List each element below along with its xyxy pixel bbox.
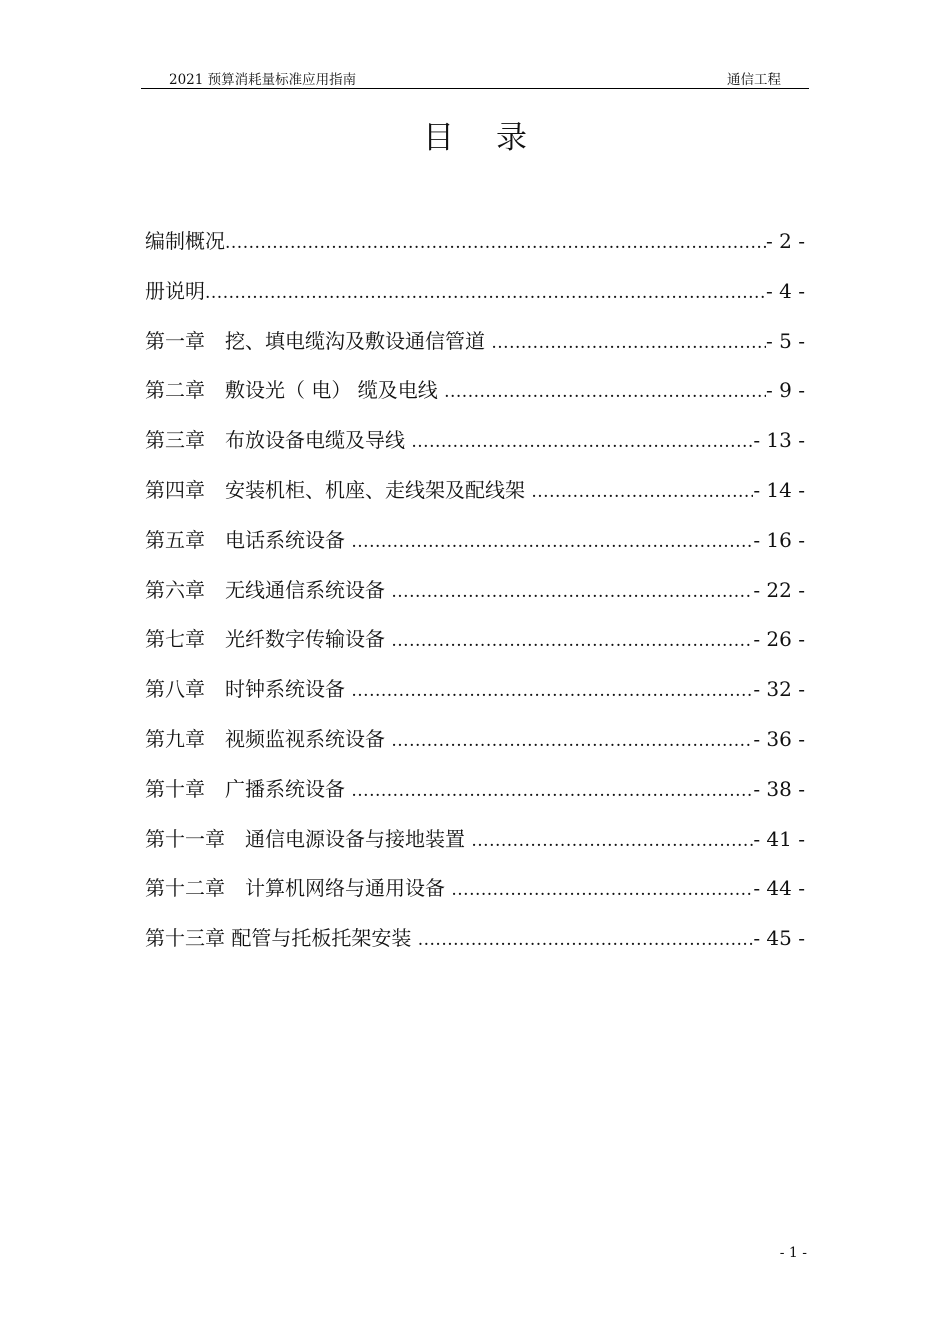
toc-entry-label: 第十章 广播系统设备 (145, 776, 352, 801)
toc-entry[interactable] (145, 477, 805, 527)
toc-dot-leader (411, 429, 753, 455)
toc-dot-leader (531, 479, 753, 505)
header-right-text: 通信工程 (727, 72, 781, 88)
toc-dot-leader (351, 678, 753, 704)
toc-entry-page: - 2 - (766, 229, 805, 253)
toc-entry[interactable] (145, 427, 805, 477)
toc-dot-leader (225, 230, 766, 256)
toc-entry-page: - 32 - (753, 677, 805, 702)
toc-entry[interactable] (145, 377, 805, 427)
toc-title: 目录 (423, 120, 569, 156)
toc-entry-page: - 45 - (753, 926, 805, 951)
toc-entry-label: 第三章 布放设备电缆及导线 (145, 428, 412, 453)
toc-entry-label: 册说明 (145, 278, 205, 303)
toc-entry-page: - 38 - (753, 776, 805, 801)
toc-entry[interactable] (145, 676, 805, 726)
toc-dot-leader (418, 927, 754, 953)
toc-entry[interactable] (145, 826, 805, 876)
page-number: - 1 - (779, 1245, 807, 1261)
toc-entry-label: 第九章 视频监视系统设备 (145, 726, 392, 751)
toc-entry[interactable] (145, 776, 805, 826)
page-header (141, 66, 809, 89)
toc-entry-page: - 5 - (766, 328, 805, 353)
toc-entry-page: - 22 - (753, 577, 805, 602)
toc-entry[interactable] (145, 278, 805, 328)
toc-entry[interactable] (145, 577, 805, 627)
toc-dot-leader (491, 330, 766, 356)
toc-entry-label: 第一章 挖、填电缆沟及敷设通信管道 (145, 328, 492, 353)
toc-entry-label: 第六章 无线通信系统设备 (145, 577, 392, 602)
toc-entry[interactable] (145, 875, 805, 925)
toc-entry[interactable] (145, 228, 805, 278)
toc-entry-page: - 16 - (753, 527, 805, 552)
toc-entry-page: - 41 - (753, 826, 805, 851)
toc-dot-leader (205, 280, 766, 306)
toc-dot-leader (351, 529, 753, 555)
toc-dot-leader (444, 379, 766, 405)
toc-entry[interactable] (145, 527, 805, 577)
toc-dot-leader (351, 778, 753, 804)
toc-dot-leader (451, 877, 753, 903)
toc-entry[interactable] (145, 726, 805, 776)
toc-entry-label: 编制概况 (145, 229, 225, 253)
toc-entry-label: 第七章 光纤数字传输设备 (145, 627, 392, 652)
toc-entry-page: - 13 - (753, 428, 805, 453)
toc-entry-label: 第四章 安装机柜、机座、走线架及配线架 (145, 477, 532, 502)
toc-entry-label: 第二章 敷设光（ 电） 缆及电线 (145, 378, 445, 403)
toc-entry-label: 第十一章 通信电源设备与接地装置 (145, 826, 472, 851)
toc-entry[interactable] (145, 925, 805, 975)
toc-dot-leader (471, 828, 753, 854)
toc-entry-page: - 36 - (753, 726, 805, 751)
toc-entry-label: 第十三章 配管与托板托架安装 (145, 926, 418, 951)
toc-entry-page: - 14 - (753, 477, 805, 502)
toc-entry[interactable] (145, 626, 805, 676)
toc-dot-leader (391, 728, 753, 754)
toc-entry-page: - 9 - (766, 378, 805, 403)
toc-entry-page: - 26 - (753, 627, 805, 652)
toc-dot-leader (391, 579, 753, 605)
header-left-text: 2021 预算消耗量标准应用指南 (169, 72, 357, 88)
toc-entry-page: - 44 - (753, 876, 805, 901)
toc-entry-label: 第五章 电话系统设备 (145, 527, 352, 552)
toc-entry-label: 第八章 时钟系统设备 (145, 677, 352, 702)
toc-entry[interactable] (145, 328, 805, 378)
toc-dot-leader (391, 628, 753, 654)
toc-entry-label: 第十二章 计算机网络与通用设备 (145, 876, 452, 901)
toc-entry-page: - 4 - (766, 278, 805, 303)
table-of-contents (145, 228, 805, 975)
